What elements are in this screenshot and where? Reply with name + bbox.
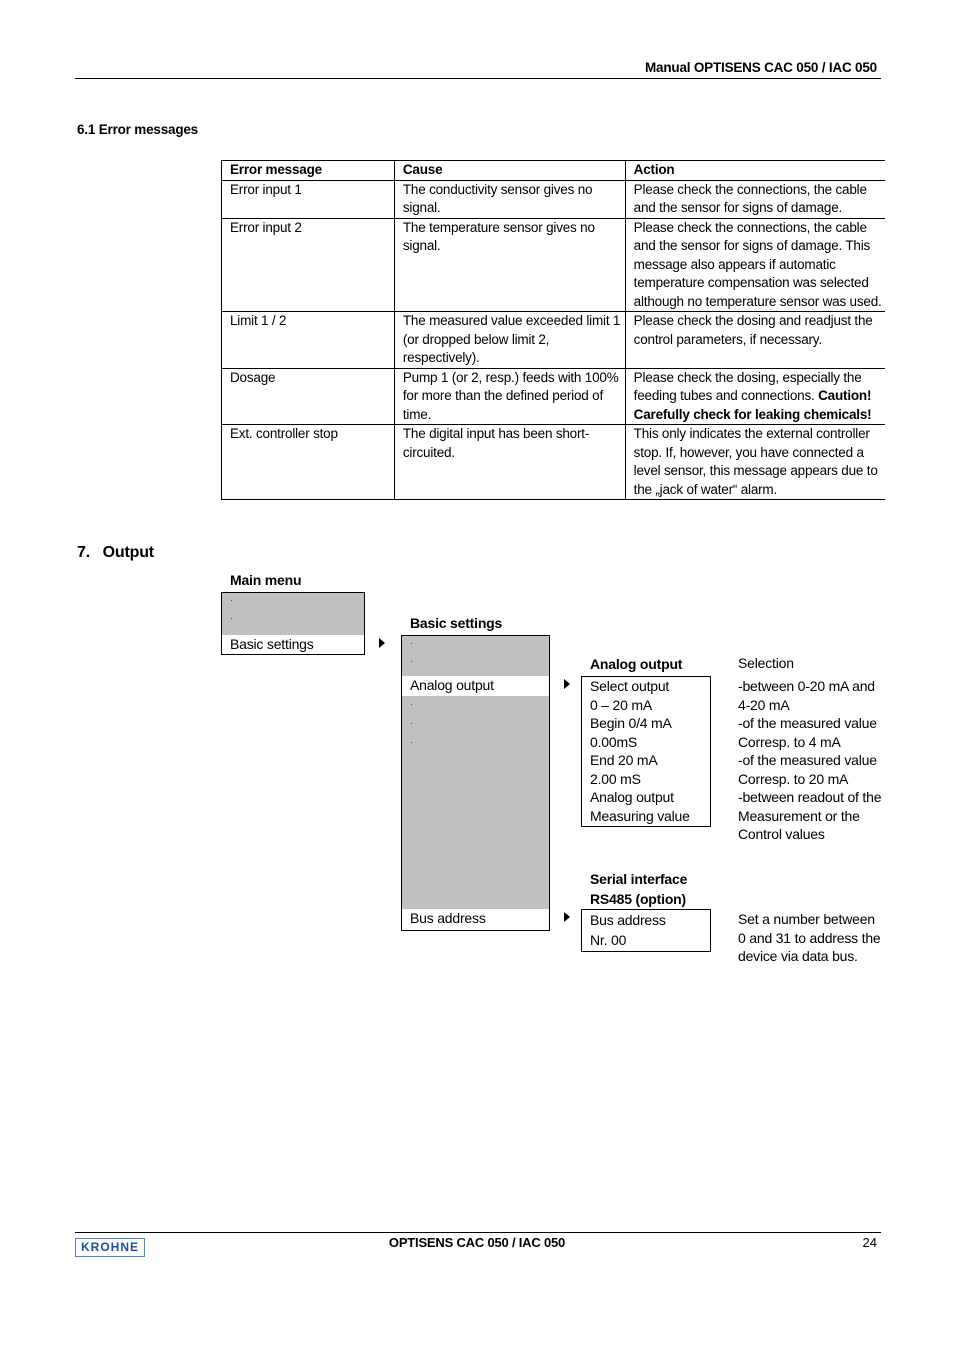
action-cell: This only indicates the external controller stop. If, however, you have connected a level sensor, this message appears due to the „jack of water“ alarm.	[625, 425, 885, 500]
analog-output-line: 0 – 20 mA	[590, 696, 653, 713]
error-message-cell: Ext. controller stop	[222, 425, 395, 500]
page-number: 24	[862, 1235, 877, 1250]
cause-cell: The digital input has been short-circuited.	[394, 425, 625, 500]
selection-label: Selection	[738, 655, 794, 671]
analog-output-box	[581, 676, 711, 827]
selection-line: Control values	[738, 826, 825, 842]
basic-settings-item-analog-output: Analog output	[410, 677, 494, 693]
header-rule	[75, 78, 881, 79]
analog-output-line: 0.00mS	[590, 733, 638, 750]
selection-line: 4-20 mA	[738, 696, 790, 713]
note-line: device via data bus.	[738, 948, 858, 964]
basic-settings-label: Basic settings	[410, 615, 503, 631]
note-line: 0 and 31 to address the	[738, 929, 881, 946]
cause-cell: The temperature sensor gives no signal.	[394, 218, 625, 312]
menu-dot: ·	[410, 699, 413, 709]
basic-settings-hidden-items	[402, 696, 549, 909]
cause-cell: The measured value exceeded limit 1 (or dropped below limit 2, respectively).	[394, 312, 625, 369]
arrow-right-icon	[379, 638, 385, 648]
footer-title: OPTISENS CAC 050 / IAC 050	[388, 1235, 566, 1250]
cause-cell: Pump 1 (or 2, resp.) feeds with 100% for more than the defined period of time.	[394, 368, 625, 425]
column-header-cause: Cause	[394, 161, 625, 181]
selection-line: Corresp. to 4 mA	[738, 733, 841, 750]
menu-dot: ·	[410, 718, 413, 728]
analog-output-line: Analog output	[590, 789, 674, 805]
selection-line: -of the measured value	[738, 752, 877, 768]
error-message-cell: Dosage	[222, 368, 395, 425]
menu-dot: ·	[230, 613, 233, 623]
main-menu-label: Main menu	[230, 572, 302, 588]
table-row	[222, 180, 886, 218]
arrow-right-icon	[564, 912, 570, 922]
analog-output-line: Begin 0/4 mA	[590, 715, 672, 731]
column-header-action: Action	[625, 161, 885, 181]
main-menu-hidden-items	[222, 593, 364, 635]
action-cell	[625, 368, 885, 425]
basic-settings-item-bus-address: Bus address	[410, 910, 486, 926]
menu-dot: ·	[410, 656, 413, 666]
basic-settings-box	[401, 635, 550, 931]
selection-line: Measurement or the	[738, 807, 860, 824]
analog-output-line: 2.00 mS	[590, 770, 641, 787]
note-line: Set a number between	[738, 911, 875, 927]
cause-cell: The conductivity sensor gives no signal.	[394, 180, 625, 218]
selection-line: -between readout of the	[738, 789, 882, 805]
serial-interface-title: Serial interface	[590, 871, 688, 887]
column-header-error-message: Error message	[222, 161, 395, 181]
main-menu-box	[221, 592, 365, 655]
table-header-row	[222, 161, 886, 181]
menu-dot: ·	[230, 595, 233, 605]
main-menu-item-basic-settings: Basic settings	[230, 636, 314, 652]
selection-line: -between 0-20 mA and	[738, 678, 875, 694]
analog-output-line: Select output	[590, 678, 670, 694]
table-row	[222, 425, 886, 500]
bus-address-line: Bus address	[590, 912, 666, 928]
bus-address-line: Nr. 00	[590, 932, 627, 948]
action-text: Please check the dosing, especially the feeding tubes and connections.	[633, 369, 862, 403]
selection-line: Corresp. to 20 mA	[738, 770, 849, 787]
bus-address-box	[581, 909, 711, 952]
section-6-1-heading: 6.1 Error messages	[77, 122, 198, 137]
table-row	[222, 368, 886, 425]
section-7-heading: 7. Output	[77, 544, 154, 561]
header-title: Manual OPTISENS CAC 050 / IAC 050	[645, 60, 877, 75]
action-cell: Please check the connections, the cable and the sensor for signs of damage.	[625, 180, 885, 218]
menu-dot: ·	[410, 638, 413, 648]
analog-output-line: Measuring value	[590, 807, 690, 824]
error-message-cell: Error input 1	[222, 180, 395, 218]
footer-rule	[75, 1232, 881, 1233]
action-cell: Please check the dosing and readjust the control parameters, if necessary.	[625, 312, 885, 369]
selection-descriptions	[738, 677, 881, 844]
error-message-cell: Limit 1 / 2	[222, 312, 395, 369]
menu-dot: ·	[410, 737, 413, 747]
action-cell: Please check the connections, the cable and the sensor for signs of damage. This message also appears if automatic temperature compensation was selected although no temperature sensor was used.	[625, 218, 885, 312]
table-row	[222, 312, 886, 369]
basic-settings-hidden-items	[402, 636, 549, 676]
serial-interface-subtitle: RS485 (option)	[590, 891, 686, 907]
serial-interface-label	[590, 869, 687, 909]
table-row	[222, 218, 886, 312]
analog-output-label: Analog output	[590, 656, 683, 672]
krohne-logo: KROHNE	[75, 1238, 145, 1257]
selection-line: -of the measured value	[738, 715, 877, 731]
error-message-cell: Error input 2	[222, 218, 395, 312]
error-messages-table	[221, 160, 885, 500]
bus-address-note	[738, 910, 881, 966]
arrow-right-icon	[564, 679, 570, 689]
analog-output-line: End 20 mA	[590, 752, 658, 768]
caution-text: Caution! Carefully check for leaking chemicals!	[633, 388, 872, 422]
